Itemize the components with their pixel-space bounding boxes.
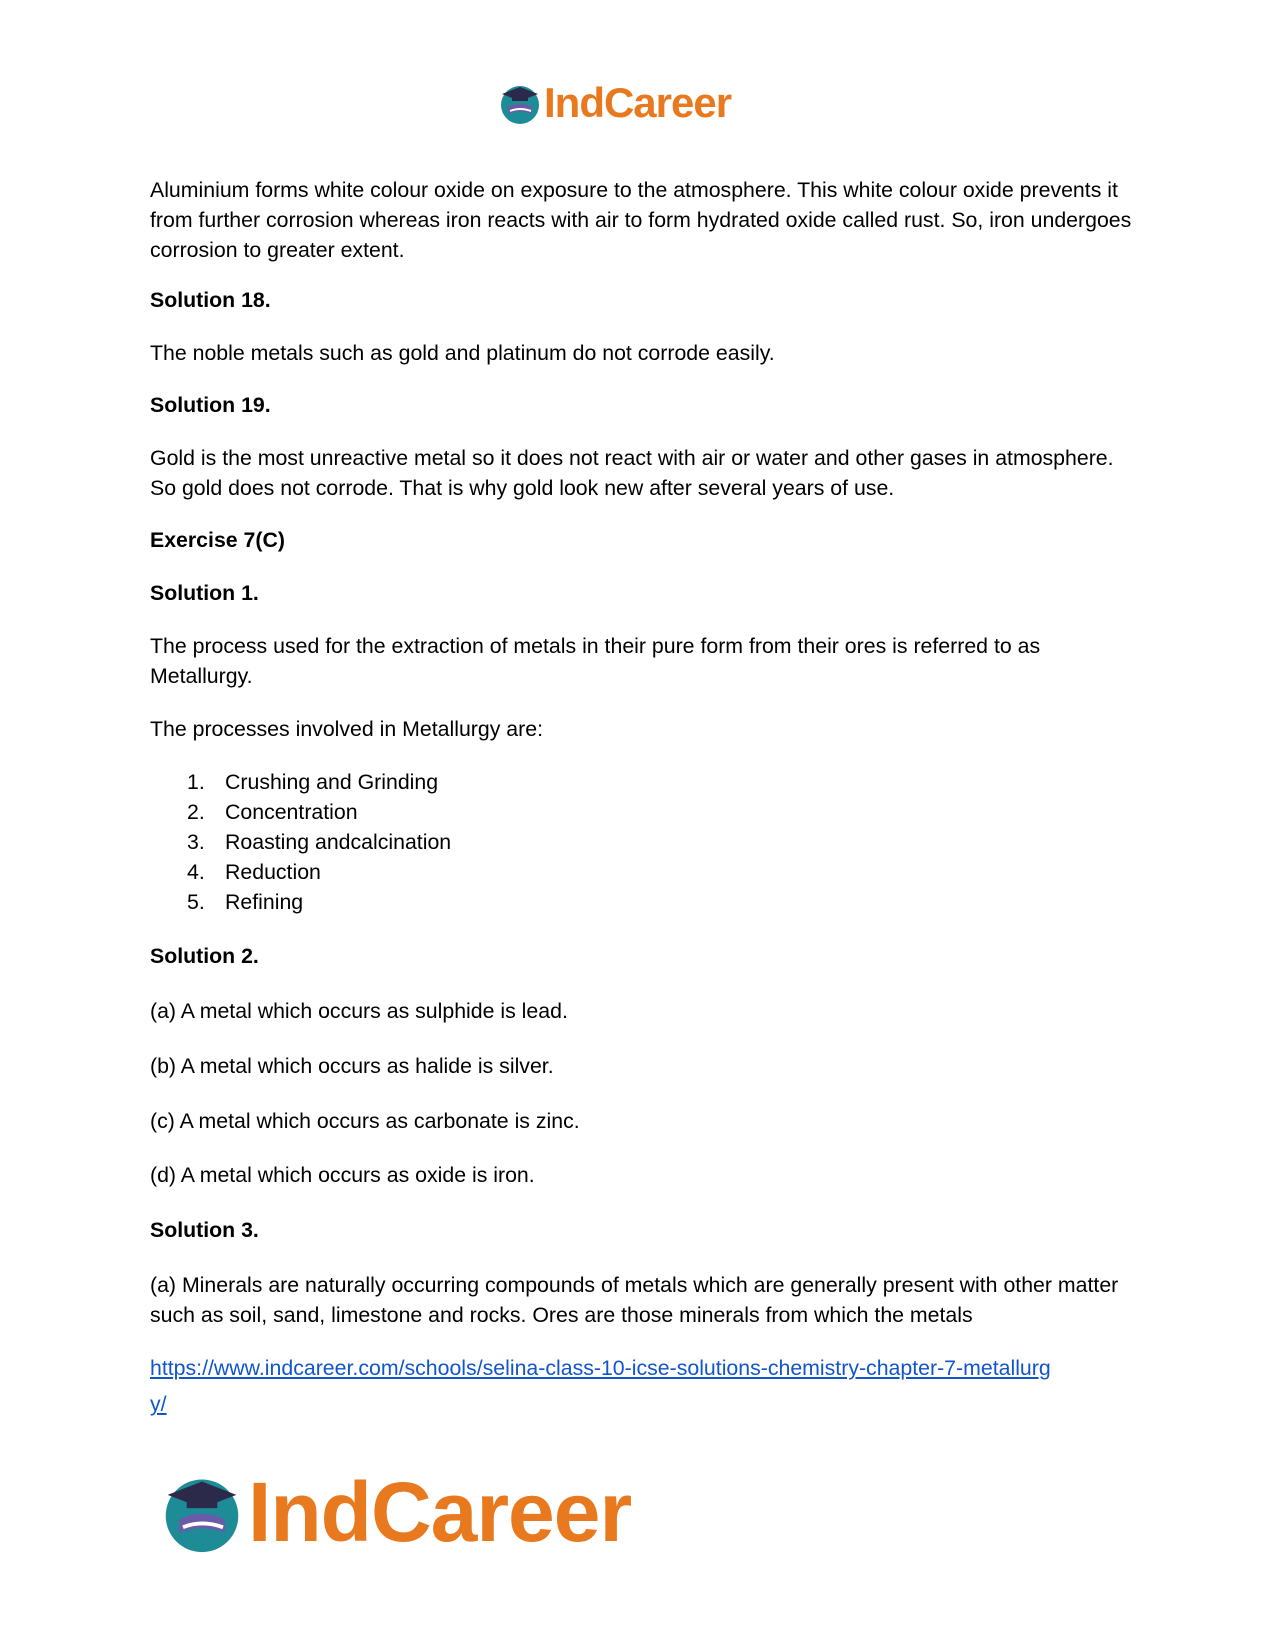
- footer-logo: [160, 1464, 632, 1559]
- solution-19-heading: Solution 19.: [150, 393, 271, 417]
- solution-19-text: Gold is the most unreactive metal so it does not react with air or water and other gases in atmosphere. So gold does not corrode. That is why gold look new after several years of use.: [150, 446, 1114, 500]
- source-link-line-2[interactable]: y/: [150, 1392, 167, 1416]
- solution-3-a: (a) Minerals are naturally occurring compounds of metals which are generally present with other matter such as soil, sand, limestone and rocks. Ores are those minerals from which the metals: [150, 1273, 1119, 1327]
- solution-3-heading: Solution 3.: [150, 1218, 259, 1242]
- paragraph-aluminium: Aluminium forms white colour oxide on exposure to the atmosphere. This white colour oxide prevents it from further corrosion whereas iron reacts with air to form hydrated oxide called rust. So, iron undergoes corrosion to greater extent.: [150, 178, 1132, 262]
- exercise-heading: Exercise 7(C): [150, 528, 285, 552]
- header-logo: [498, 78, 731, 128]
- brand-wordmark: IndCareer: [248, 1464, 632, 1559]
- solution-1-text: The process used for the extraction of metals in their pure form from their ores is referred to as Metallurgy.: [150, 634, 1041, 688]
- source-link[interactable]: [150, 1350, 1135, 1422]
- brand-wordmark: IndCareer: [544, 79, 732, 126]
- solution-2-b: (b) A metal which occurs as halide is silver.: [150, 1054, 554, 1078]
- graduation-cap-icon: [498, 81, 542, 125]
- graduation-cap-icon: [160, 1470, 244, 1554]
- solution-2-d: (d) A metal which occurs as oxide is iron.: [150, 1163, 535, 1187]
- source-link-line-1[interactable]: https://www.indcareer.com/schools/selina-class-10-icse-solutions-chemistry-chapter-7-metallurg: [150, 1356, 1051, 1380]
- solution-2-c: (c) A metal which occurs as carbonate is zinc.: [150, 1109, 580, 1133]
- solution-1-heading: Solution 1.: [150, 581, 259, 605]
- solution-2-a: (a) A metal which occurs as sulphide is lead.: [150, 999, 568, 1023]
- solution-18-heading: Solution 18.: [150, 288, 271, 312]
- solution-2-heading: Solution 2.: [150, 944, 259, 968]
- process-list-intro: The processes involved in Metallurgy are:: [150, 717, 543, 741]
- solution-18-text: The noble metals such as gold and platinum do not corrode easily.: [150, 341, 775, 365]
